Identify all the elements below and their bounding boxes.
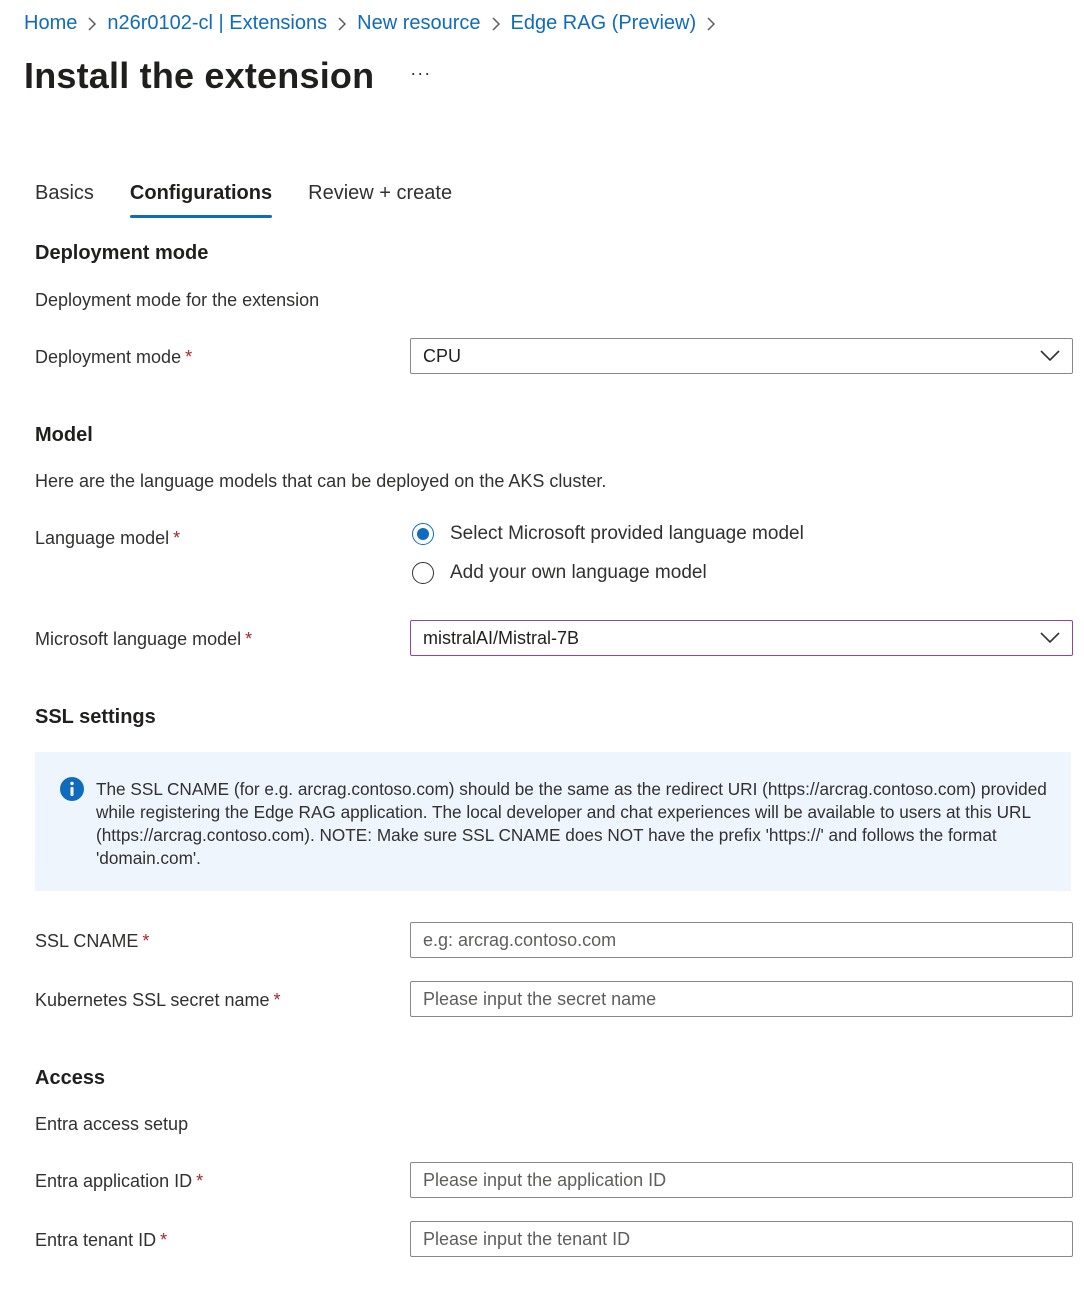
tab-basics[interactable]: Basics bbox=[35, 182, 94, 204]
ssl-secret-label bbox=[35, 990, 280, 1011]
access-description: Entra access setup bbox=[35, 1114, 189, 1134]
required-marker: * bbox=[160, 1230, 168, 1250]
ssl-secret-input[interactable] bbox=[410, 981, 1073, 1017]
breadcrumb-new-resource[interactable]: New resource bbox=[357, 12, 481, 34]
model-heading: Model bbox=[35, 424, 93, 446]
breadcrumb-home[interactable]: Home bbox=[24, 12, 78, 34]
microsoft-model-value: mistralAI/Mistral-7B bbox=[423, 627, 580, 648]
chevron-right-icon bbox=[706, 16, 716, 32]
microsoft-model-label-text: Microsoft language model bbox=[35, 629, 242, 649]
chevron-down-icon bbox=[1040, 350, 1060, 362]
tab-configurations[interactable]: Configurations bbox=[130, 182, 272, 215]
deployment-description: Deployment mode for the extension bbox=[35, 290, 320, 310]
required-marker: * bbox=[196, 1171, 204, 1191]
breadcrumb-edge-rag[interactable]: Edge RAG (Preview) bbox=[510, 12, 697, 34]
model-description: Here are the language models that can be deployed on the AKS cluster. bbox=[35, 471, 607, 491]
entra-tenant-id-label bbox=[35, 1230, 167, 1251]
breadcrumb bbox=[24, 12, 726, 35]
radio-button-unselected[interactable] bbox=[412, 562, 434, 584]
required-marker: * bbox=[273, 990, 281, 1010]
language-model-label bbox=[35, 528, 180, 549]
required-marker: * bbox=[245, 629, 253, 649]
ssl-secret-label-text: Kubernetes SSL secret name bbox=[35, 990, 270, 1010]
language-model-label-text: Language model bbox=[35, 528, 170, 548]
required-marker: * bbox=[185, 347, 193, 367]
microsoft-model-dropdown[interactable] bbox=[410, 620, 1073, 656]
more-options-icon[interactable]: ··· bbox=[410, 63, 432, 83]
ssl-cname-label bbox=[35, 931, 149, 952]
entra-app-id-label-text: Entra application ID bbox=[35, 1171, 193, 1191]
chevron-down-icon bbox=[1040, 632, 1060, 644]
required-marker: * bbox=[173, 528, 181, 548]
page-title: Install the extension bbox=[24, 55, 375, 96]
required-marker: * bbox=[142, 931, 150, 951]
ssl-info-banner bbox=[35, 752, 1071, 891]
radio-own-model[interactable] bbox=[412, 562, 707, 584]
chevron-right-icon bbox=[337, 16, 347, 32]
radio-microsoft-model[interactable] bbox=[412, 523, 804, 545]
deployment-mode-dropdown[interactable] bbox=[410, 338, 1073, 374]
microsoft-model-label bbox=[35, 629, 252, 650]
breadcrumb-extensions[interactable]: n26r0102-cl | Extensions bbox=[107, 12, 328, 34]
access-heading: Access bbox=[35, 1067, 106, 1089]
deployment-mode-label bbox=[35, 347, 192, 368]
radio-button-selected[interactable] bbox=[412, 523, 434, 545]
info-icon bbox=[60, 777, 84, 801]
tab-bar bbox=[35, 182, 488, 215]
entra-tenant-id-label-text: Entra tenant ID bbox=[35, 1230, 157, 1250]
ssl-info-text: The SSL CNAME (for e.g. arcrag.contoso.com) should be the same as the redirect URI (https://arcrag.contoso.com) provided while registering the Edge RAG application. The local developer and chat experiences will be available to users at this URL (https://arcrag.contoso.com). NOTE: Make sure SSL CNAME does NOT have the prefix 'https://' and follows the format 'domain.com'. bbox=[96, 779, 1047, 868]
entra-app-id-input[interactable] bbox=[410, 1162, 1073, 1198]
radio-dot bbox=[417, 528, 429, 540]
chevron-right-icon bbox=[491, 16, 501, 32]
ssl-heading: SSL settings bbox=[35, 706, 156, 728]
ssl-cname-input[interactable] bbox=[410, 922, 1073, 958]
radio-own-model-label: Add your own language model bbox=[450, 562, 707, 583]
deployment-mode-value: CPU bbox=[423, 345, 462, 366]
entra-app-id-label bbox=[35, 1171, 203, 1192]
ssl-cname-label-text: SSL CNAME bbox=[35, 931, 139, 951]
radio-microsoft-model-label: Select Microsoft provided language model bbox=[450, 523, 804, 544]
tab-review-create[interactable]: Review + create bbox=[308, 182, 453, 204]
entra-tenant-id-input[interactable] bbox=[410, 1221, 1073, 1257]
deployment-heading: Deployment mode bbox=[35, 242, 209, 264]
chevron-right-icon bbox=[87, 16, 97, 32]
deployment-mode-label-text: Deployment mode bbox=[35, 347, 182, 367]
title-row bbox=[24, 55, 431, 97]
